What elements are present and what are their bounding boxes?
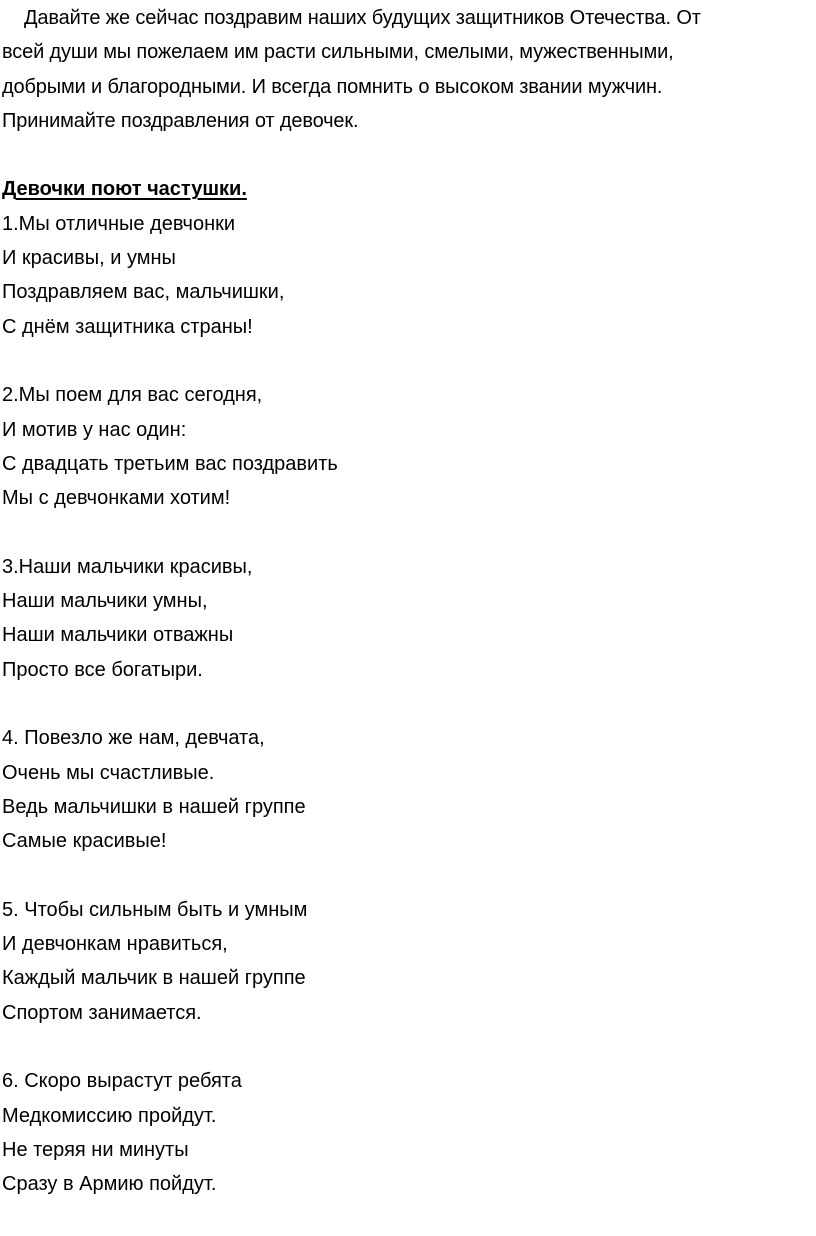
stanza-line: И красивы, и умны — [2, 247, 176, 270]
stanza-line: И мотив у нас один: — [2, 418, 187, 441]
stanza-line: Ведь мальчишки в нашей группе — [2, 795, 306, 818]
stanza-line: Сразу в Армию пойдут. — [2, 1173, 217, 1196]
stanza-line: Очень мы счастливые. — [2, 761, 215, 784]
spacer — [2, 858, 816, 892]
stanza-line: Не теряя ни минуты — [2, 1138, 189, 1161]
stanza-line: Просто все богатыри. — [2, 658, 203, 681]
intro-line: добрыми и благородными. И всегда помнить о высоком звании мужчин. — [2, 75, 663, 98]
stanza-3 — [2, 550, 816, 687]
stanza-line: 3.Наши мальчики красивы, — [2, 555, 253, 578]
stanza-line: 4. Повезло же нам, девчата, — [2, 727, 265, 750]
stanza-line: 1.Мы отличные девчонки — [2, 212, 236, 235]
spacer — [2, 515, 816, 549]
stanza-4 — [2, 721, 816, 858]
spacer — [2, 138, 816, 172]
intro-line: всей души мы пожелаем им расти сильными, смелыми, мужественными, — [2, 41, 674, 64]
stanza-2 — [2, 378, 816, 515]
spacer — [2, 344, 816, 378]
stanza-line: 2.Мы поем для вас сегодня, — [2, 384, 263, 407]
stanza-line: Наши мальчики отважны — [2, 624, 234, 647]
stanza-1 — [2, 207, 816, 344]
intro-line: Давайте же сейчас поздравим наших будущих защитников Отечества. От — [24, 7, 701, 29]
stanza-line: Поздравляем вас, мальчишки, — [2, 281, 285, 304]
intro-paragraph — [2, 0, 816, 138]
stanza-line: Мы с девчонками хотим! — [2, 487, 231, 510]
intro-line: Принимайте поздравления от девочек. — [2, 109, 359, 132]
section-heading: Девочки поют частушки. — [2, 178, 247, 201]
stanza-line: С днём защитника страны! — [2, 315, 253, 338]
stanza-line: С двадцать третьим вас поздравить — [2, 452, 338, 475]
stanza-line: 6. Скоро вырастут ребята — [2, 1070, 242, 1093]
stanza-6 — [2, 1064, 816, 1201]
spacer — [2, 687, 816, 721]
stanza-line: Спортом занимается. — [2, 1001, 202, 1024]
stanza-line: Самые красивые! — [2, 830, 167, 853]
stanza-line: Медкомиссию пройдут. — [2, 1104, 217, 1127]
stanza-line: И девчонкам нравиться, — [2, 933, 228, 956]
stanza-5 — [2, 893, 816, 1030]
stanza-line: Каждый мальчик в нашей группе — [2, 967, 306, 990]
spacer — [2, 1030, 816, 1064]
stanza-line: 5. Чтобы сильным быть и умным — [2, 898, 308, 921]
stanza-line: Наши мальчики умны, — [2, 590, 208, 613]
